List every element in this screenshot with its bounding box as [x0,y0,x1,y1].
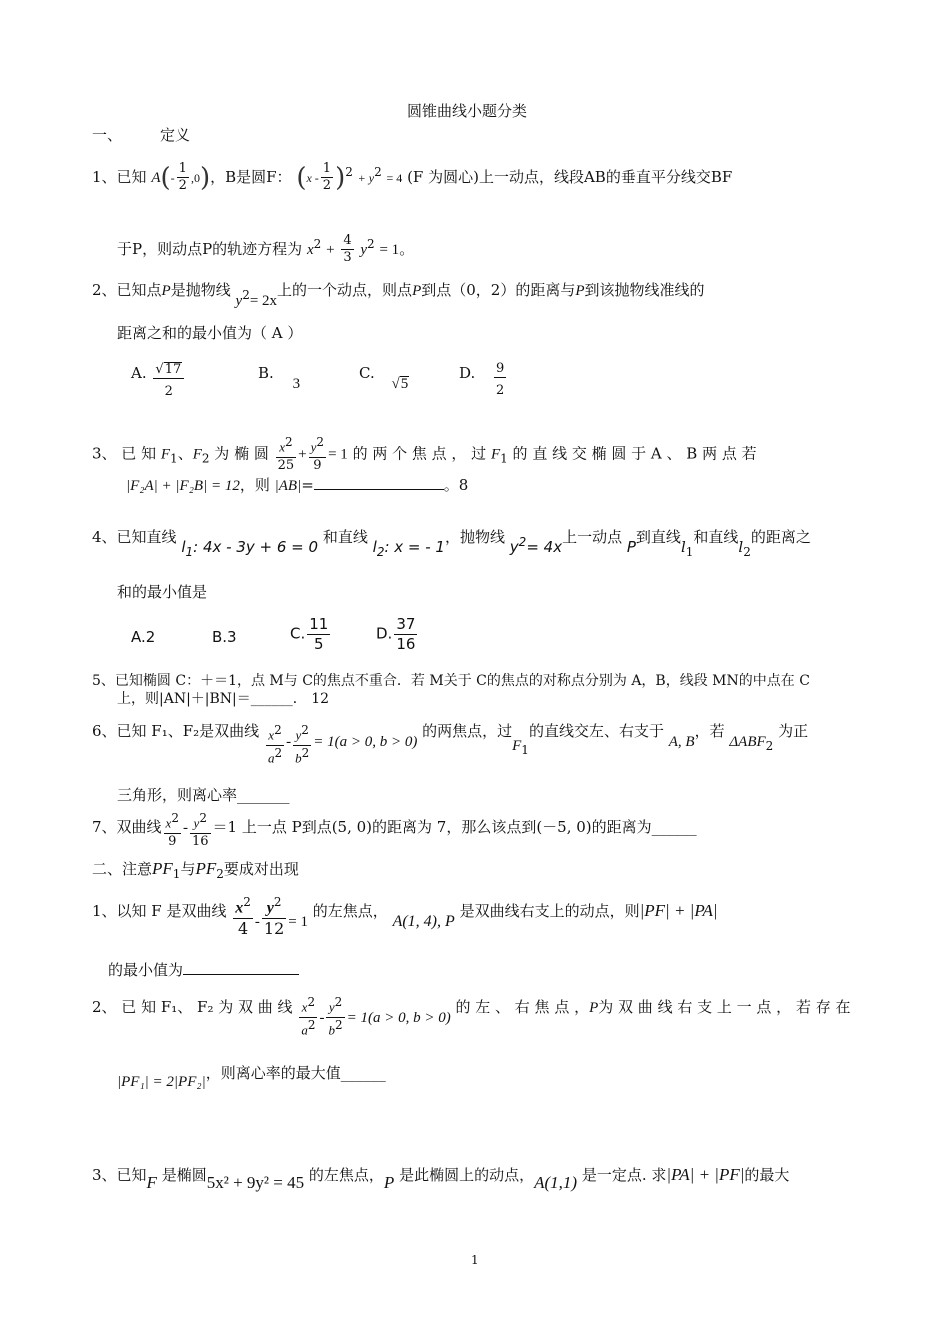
problem-3-line-2: |F₂A| + |F₂B| = 12，则 |AB|= 。8 [126,476,469,494]
section-2-heading: 二、注意$PF_1$与$PF_2$要成对出现 [92,859,299,881]
problem-4-option-b: B.3 [212,628,237,646]
problem-4-option-d: D. $\frac{37}{16}$ [376,615,416,653]
problem-2-option-a: A. $\frac{√17}{2}$ [131,366,186,400]
problem-4-option-a: A.2 [131,628,156,646]
problem-2-line-2: 距离之和的最小值为（ A ） [117,324,303,342]
section-2-problem-2-line-1: 2、 已 知 F₁、 F₂ 为 双 曲 线 $\frac{x^2}{a^2}$ - $\frac{y^2}{b^2}$ = 1(a > 0, b > 0) 的 左 、 右 焦 点 ，P为 双 曲 线 右 支 上 一 点 ， 若 存 在 [92,995,851,1037]
problem-6-line-2: 三角形，则离心率_______ [117,786,290,804]
problem-4-line-1: 4、已知直线 $l_1$: 4x - 3y + 6 = 0 和直线 $l_2$: x = - 1，抛物线 $y^2= 4x$上一动点 P到直线$l_1$和直线$l_2$的距离之 [92,528,811,559]
problem-4-option-c: C. $\frac{11}{5}$ [290,615,329,653]
section-1-label: 定义 [160,126,191,144]
problem-2-option-c: C. √5 [359,364,409,392]
problem-2-option-b: B. 3 [258,364,301,392]
problem-4-line-2: 和的最小值是 [117,583,208,601]
problem-2-option-d: D. $\frac{9}{2}$ [459,361,505,399]
problem-2-line-1: 2、已知点P是抛物线 $y^2= 2x$上的一个动点，则点P到点（0，2）的距离与P到该抛物线准线的 [92,281,705,309]
page-title: 圆锥曲线小题分类 [407,102,528,120]
problem-3-line-1: 3、 已 知 $F_1$、$F_2$ 为 椭 圆 $\frac{x^2}{25}$ + $\frac{y^2}{9}$ = 1 的 两 个 焦 点 ， 过 $F_1$ 的 直 线 交 椭 圆 于 A 、 B 两 点 若 [92,435,757,473]
problem-7: 7、双曲线 $\frac{x^2}{9}$ - $\frac{y^2}{16}$ ＝1 上一点 P到点(5, 0)的距离为 7，那么该点到(－5, 0)的距离为______ [92,811,697,849]
page-number: 1 [471,1253,479,1267]
section-2-problem-3-line-1: 3、已知F 是椭圆5x² + 9y² = 45 的左焦点，P 是此椭圆上的动点，A(1,1) 是一定点. 求|PA| + |PF|的最大 [92,1165,790,1192]
section-2-problem-1-line-2: 的最小值为 [108,962,299,978]
problem-5-line-2: 上，则|AN|＋|BN|＝______． 12 [117,691,330,707]
problem-1-line-1: 1、已知 A(- $\frac{1}{2}$ ,0)，B是圆F： (x - $\frac{1}{2}$ )$^2 + y^2 = 4$ (F 为圆心)上一动点，线段AB的垂直平分线交BF [92,161,733,194]
problem-5-line-1: 5、已知椭圆 C：＋＝1，点 M与 C的焦点不重合．若 M关于 C的焦点的对称点分别为 A，B，线段 MN的中点在 C [92,673,810,689]
section-2-problem-1-line-1: 1、以知 F 是双曲线 $\frac{x^2}{4}$ - $\frac{y^2}{12}$ = 1 的左焦点， A(1, 4), P 是双曲线右支上的动点，则|PF| + |PA| [92,895,718,938]
section-2-problem-2-line-2: |PF₁| = 2|PF₂|，则离心率的最大值______ [117,1064,386,1090]
problem-1-line-2: 于P，则动点P的轨迹方程为 $x^2$ + $\frac{4}{3}$ $y^2 = 1$。 [117,233,415,266]
section-1-number: 一、 [92,126,123,144]
problem-6-line-1: 6、已知 F₁、F₂是双曲线 $\frac{x^2}{a^2}$ - $\frac{y^2}{b^2}$ = 1(a > 0, b > 0) 的两焦点，过$F_1$的直线交左、右支于 A, B，若 $\Delta ABF_2$ 为正 [92,722,809,765]
